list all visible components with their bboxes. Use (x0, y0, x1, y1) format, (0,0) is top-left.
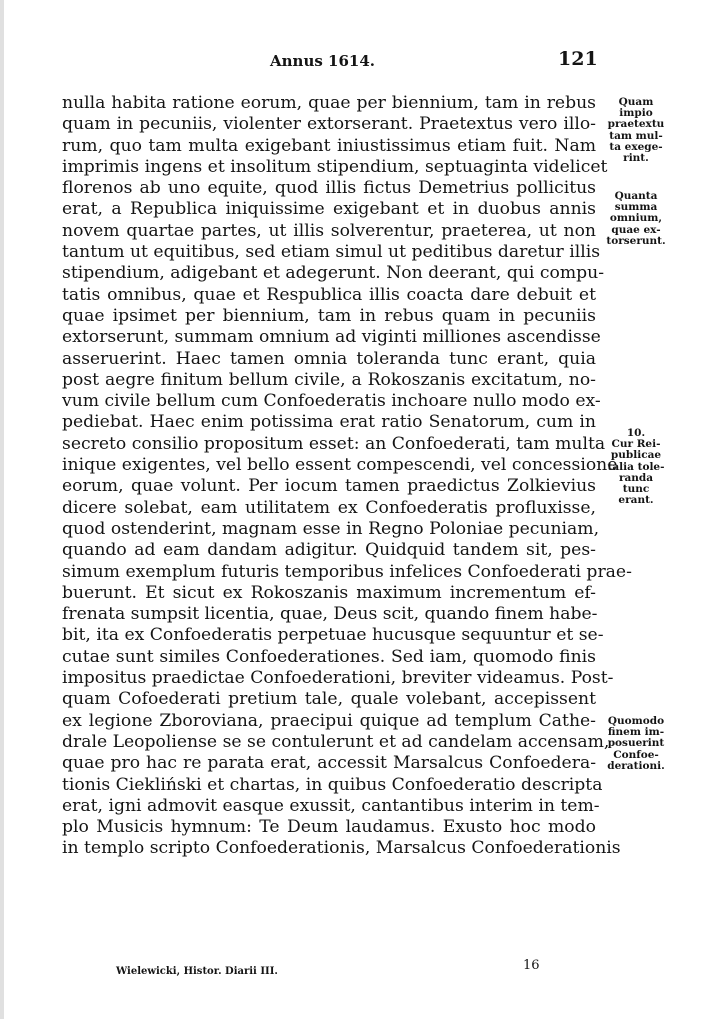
margin-note-line: Confoe- (613, 748, 659, 761)
page-number: 121 (558, 48, 598, 70)
margin-note-line: 10. (626, 427, 646, 439)
text-line: in templo scripto Confoederationis, Marsalcus Confoederationis (62, 838, 621, 859)
margin-note-line: quae ex- (611, 223, 661, 236)
text-line: inique exigentes, vel bello essent compescendi, vel concessione (62, 455, 618, 476)
text-line: extorserunt, summam omnium ad viginti milliones ascendisse (62, 327, 601, 348)
page-edge (0, 0, 4, 1019)
margin-note-line: impio (619, 107, 653, 120)
text-line: tionis Ciekliński et chartas, in quibus Confoederatio descripta (62, 774, 603, 795)
text-line: erat, a Republica iniquissime exigebant et in duobus annis (62, 199, 596, 220)
text-line: dicere solebat, eam utilitatem ex Confoederatis profluxisse, (62, 497, 596, 518)
margin-note-line: tunc (622, 483, 650, 496)
text-line: quando ad eam dandam adigitur. Quidquid tandem sit, pes- (62, 540, 596, 561)
margin-note-line: Quomodo (607, 715, 665, 727)
text-line: asseruerint. Haec tamen omnia toleranda tunc erant, quia (62, 348, 596, 369)
text-line: quod ostenderint, magnam esse in Regno Poloniae pecuniam, (62, 518, 600, 539)
text-line: simum exemplum futuris temporibus infelices Confoederati prae- (62, 561, 632, 582)
margin-note-line: publicae (610, 449, 662, 462)
text-line: impositus praedictae Confoederationi, breviter videamus. Post- (62, 668, 614, 689)
footer-source: Wielewicki, Histor. Diarii III. (116, 966, 278, 977)
margin-note-line: finem im- (607, 726, 665, 739)
text-line: imprimis ingens et insolitum stipendium, septuaginta videlicet (62, 156, 608, 177)
text-line: rum, quo tam multa exigebant iniustissimus etiam fuit. Nam (62, 135, 596, 156)
margin-note-cur-reipublicae (600, 428, 672, 506)
text-line: quae ipsimet per biennium, tam in rebus quam in pecuniis (62, 305, 596, 326)
text-line: ex legione Zboroviana, praecipui quique ad templum Cathe- (62, 710, 596, 731)
text-line: drale Leopoliense se se contulerunt et ad candelam accensam, (62, 731, 610, 752)
signature-mark: 16 (523, 958, 540, 973)
text-line: buerunt. Et sicut ex Rokoszanis maximum incrementum ef- (62, 582, 596, 603)
margin-note-line: summa (614, 201, 658, 214)
text-line: nulla habita ratione eorum, quae per biennium, tam in rebus (62, 93, 596, 113)
text-line: erat, igni admovit easque exussit, cantantibus interim in tem- (62, 795, 600, 816)
text-line: secreto consilio propositum esset: an Confoederati, tam multa (62, 433, 606, 454)
margin-note-line: omnium, (609, 212, 663, 225)
text-line: frenata sumpsit licentia, quae, Deus scit, quando finem habe- (62, 604, 598, 625)
text-line: cutae sunt similes Confoederationes. Sed iam, quomodo finis (62, 646, 596, 667)
text-line: bit, ita ex Confoederatis perpetuae hucusque sequuntur et se- (62, 625, 604, 646)
margin-note-line: Quam (618, 96, 654, 108)
text-line: tantum ut equitibus, sed etiam simul ut peditibus daretur illis (62, 242, 601, 263)
margin-note-quam-impio (600, 97, 672, 164)
text-line: post aegre finitum bellum civile, a Rokoszanis excitatum, no- (62, 369, 596, 390)
text-line: pediebat. Haec enim potissima erat ratio Senatorum, cum in (62, 412, 596, 433)
text-line: quam Cofoederati pretium tale, quale volebant, accepissent (62, 689, 596, 710)
main-text (62, 93, 632, 860)
margin-note-line: Quanta (614, 190, 658, 202)
margin-note-line: Cur Rei- (611, 438, 661, 451)
margin-note-line: tam mul- (609, 129, 663, 142)
text-line: eorum, quae volunt. Per iocum tamen praedictus Zolkievius (62, 476, 596, 497)
text-line: vum civile bellum cum Confoederatis inchoare nullo modo ex- (62, 391, 601, 412)
margin-note-quanta-summa (600, 191, 672, 247)
margin-note-quomodo-finem (600, 716, 672, 772)
margin-note-line: ta exege- (609, 140, 663, 153)
text-line: novem quartae partes, ut illis solverentur, praeterea, ut non (62, 220, 596, 241)
text-line: florenos ab uno equite, quod illis fictus Demetrius pollicitus (62, 178, 596, 199)
text-line: plo Musicis hymnum: Te Deum laudamus. Exusto hoc modo (62, 817, 596, 838)
margin-note-line: rint. (623, 152, 649, 165)
margin-note-line: talia tole- (607, 460, 665, 473)
text-line: stipendium, adigebant et adegerunt. Non deerant, qui compu- (62, 263, 605, 284)
margin-note-line: praetextu (607, 118, 665, 131)
margin-note-line: derationi. (607, 759, 665, 772)
margin-note-line: posuerint (607, 737, 665, 750)
text-line: tatis omnibus, quae et Respublica illis coacta dare debuit et (62, 284, 596, 305)
text-line: quae pro hac re parata erat, accessit Marsalcus Confoedera- (62, 753, 596, 774)
margin-note-line: randa (618, 471, 654, 484)
text-line: quam in pecuniis, violenter extorserant. Praetextus vero illo- (62, 114, 596, 135)
running-head-title: Annus 1614. (270, 52, 375, 70)
margin-note-line: torserunt. (606, 234, 666, 247)
margin-note-line: erant. (618, 494, 654, 507)
